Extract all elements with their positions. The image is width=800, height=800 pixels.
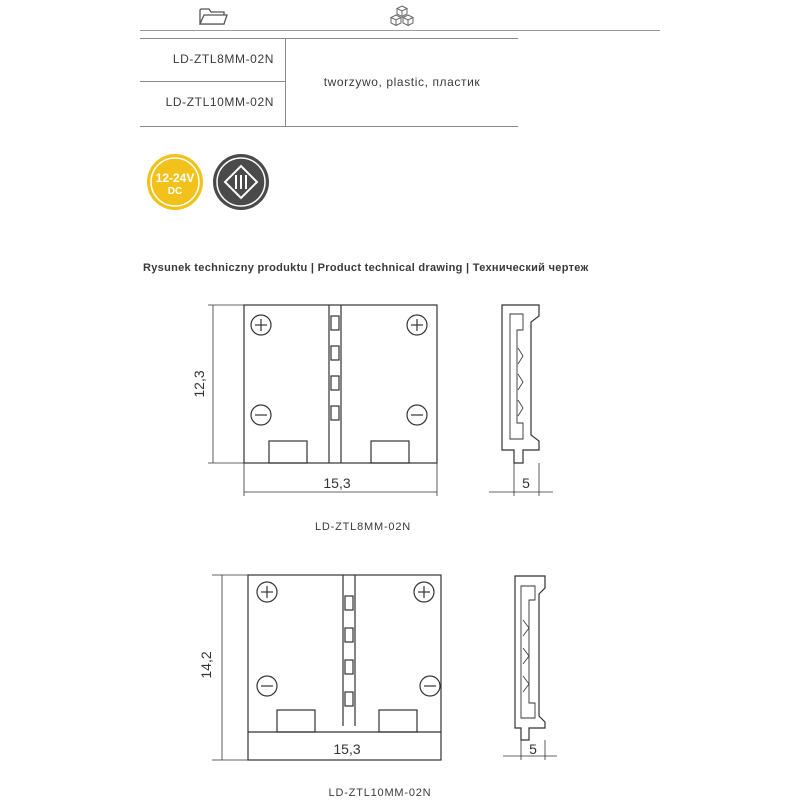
- model-cell-2: LD-ZTL10MM-02N: [165, 95, 274, 109]
- folder-icon: [198, 5, 228, 32]
- voltage-text: 12-24V: [155, 171, 195, 185]
- hinge-tab: [345, 692, 353, 706]
- hinge-tab: [345, 660, 353, 674]
- depth-dimension-label: 5: [522, 475, 530, 491]
- latch: [379, 710, 417, 732]
- hinge-tab: [331, 316, 339, 330]
- technical-drawing-2: [185, 568, 585, 773]
- width-dimension-label: 15,3: [333, 741, 361, 757]
- drawing-1-model-label: LD-ZTL8MM-02N: [315, 521, 411, 533]
- current-type-text: DC: [167, 186, 183, 197]
- hinge-tab: [331, 376, 339, 390]
- cubes-icon: [389, 4, 415, 33]
- width-dimension-label: 15,3: [323, 475, 351, 491]
- latch: [277, 710, 315, 732]
- height-dimension-label: 14,2: [198, 651, 214, 679]
- hinge-tab: [331, 406, 339, 420]
- section-title: Rysunek techniczny produktu | Product technical drawing | Технический чертеж: [143, 262, 589, 274]
- latch: [269, 441, 307, 463]
- table-mid-border: [140, 81, 285, 82]
- hinge-tab: [345, 628, 353, 642]
- model-cell-1: LD-ZTL8MM-02N: [172, 52, 274, 66]
- latch: [371, 441, 409, 463]
- technical-drawing-1: [185, 298, 585, 503]
- drawing-2-model-label: LD-ZTL10MM-02N: [328, 787, 432, 799]
- material-cell: tworzywo, plastic, пластик: [323, 75, 481, 89]
- voltage-badge: [145, 152, 205, 217]
- table-bottom-border: [140, 126, 518, 127]
- spec-table: [140, 38, 518, 127]
- connector-side-profile: [515, 576, 545, 740]
- depth-dimension-label: 5: [529, 741, 537, 757]
- table-top-border: [140, 38, 518, 39]
- protection-class-III-icon: [211, 152, 271, 217]
- height-dimension-label: 12,3: [191, 370, 207, 398]
- hinge-tab: [331, 346, 339, 360]
- hinge-tab: [345, 596, 353, 610]
